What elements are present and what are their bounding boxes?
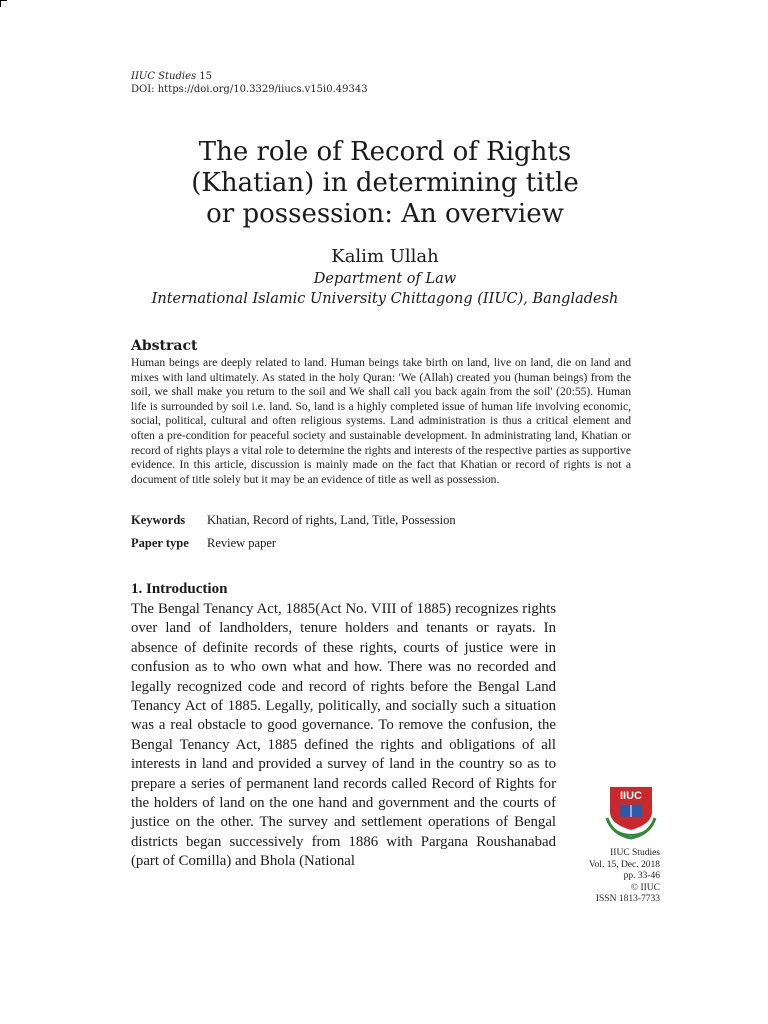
journal-volume: 15 [199,71,213,82]
article-title [160,137,610,230]
journal-header [131,71,212,83]
title-line: The role of Record of Rights [198,137,572,167]
author-department: Department of Law [313,271,457,287]
logo-text: IIUC [620,790,642,802]
introduction-text: The Bengal Tenancy Act, 1885(Act No. VIII of 1885) recognizes rights over land of landholders, tenure holders and tenants or rayats. In absence of definite records of these rights, courts of justice were in confusion as to who own what and how. There was no recorded and legally recognized code and record of rights before the Bengal Land Tenancy Act of 1885. Legally, politically, and socially such a situation was a real obstacle to good governance. To remove the confusion, the Bengal Tenancy Act, 1885 defined the rights and obligations of all interests in land and provided a survey of land in the country so as to prepare a series of permanent land records called Record of Rights for the holders of land on the one hand and government and the courts of justice on the other. The survey and settlement operations of Bengal districts began successively from 1886 with Pargana Roushanabad (part of Comilla) and Bhola (National [131,601,556,870]
author-affiliation: International Islamic University Chittagong (IIUC), Bangladesh [151,291,619,307]
keywords-value: Khatian, Record of rights, Land, Title, Possession [207,513,456,527]
iiuc-logo [602,784,660,842]
info-line: pp. 33-46 [623,871,660,882]
keywords-row [131,512,456,528]
iiuc-logo-graphic [602,784,660,842]
journal-name: IIUC Studies [131,71,197,82]
page-corner-mark [0,0,7,7]
info-line: © IIUC [630,882,660,893]
info-line: Vol. 15, Dec. 2018 [588,859,660,870]
info-line: IIUC Studies [610,848,660,858]
paper-type-value: Review paper [207,536,277,550]
abstract-text: Human beings are deeply related to land. Human beings take birth on land, live on land, die on land and mixes with land ultimately. As stated in the holy Quran: 'We (Allah) created you (human beings) from the soil, we shall make you return to the soil and We shall call you back again from the soil' (20:55). Human life is surrounded by soil i.e. land. So, land is a highly completed issue of human life involving economic, social, political, cultural and often religious systems. Land administration is thus a critical element and often a pre-condition for peaceful society and sustainable development. In administrating land, Khatian or record of rights plays a vital role to determine the rights and interests of the respective parties as supportive evidence. In this article, discussion is mainly made on the fact that Khatian or record of rights is not a document of title solely but it may be an evidence of title as well as possession. [131,356,631,486]
info-line: ISSN 1813-7733 [595,894,660,905]
section-heading-introduction: 1. Introduction [131,581,228,597]
doi-text: DOI: https://doi.org/10.3329/iiucs.v15i0.49343 [131,84,368,95]
keywords-label: Keywords [131,513,186,527]
abstract-heading: Abstract [131,338,198,354]
paper-type-label: Paper type [131,536,189,550]
title-line: or possession: An overview [206,199,564,229]
paper-type-row [131,535,276,551]
author-name: Kalim Ullah [331,246,439,267]
journal-info-block [560,848,660,906]
title-line: (Khatian) in determining title [191,168,579,198]
